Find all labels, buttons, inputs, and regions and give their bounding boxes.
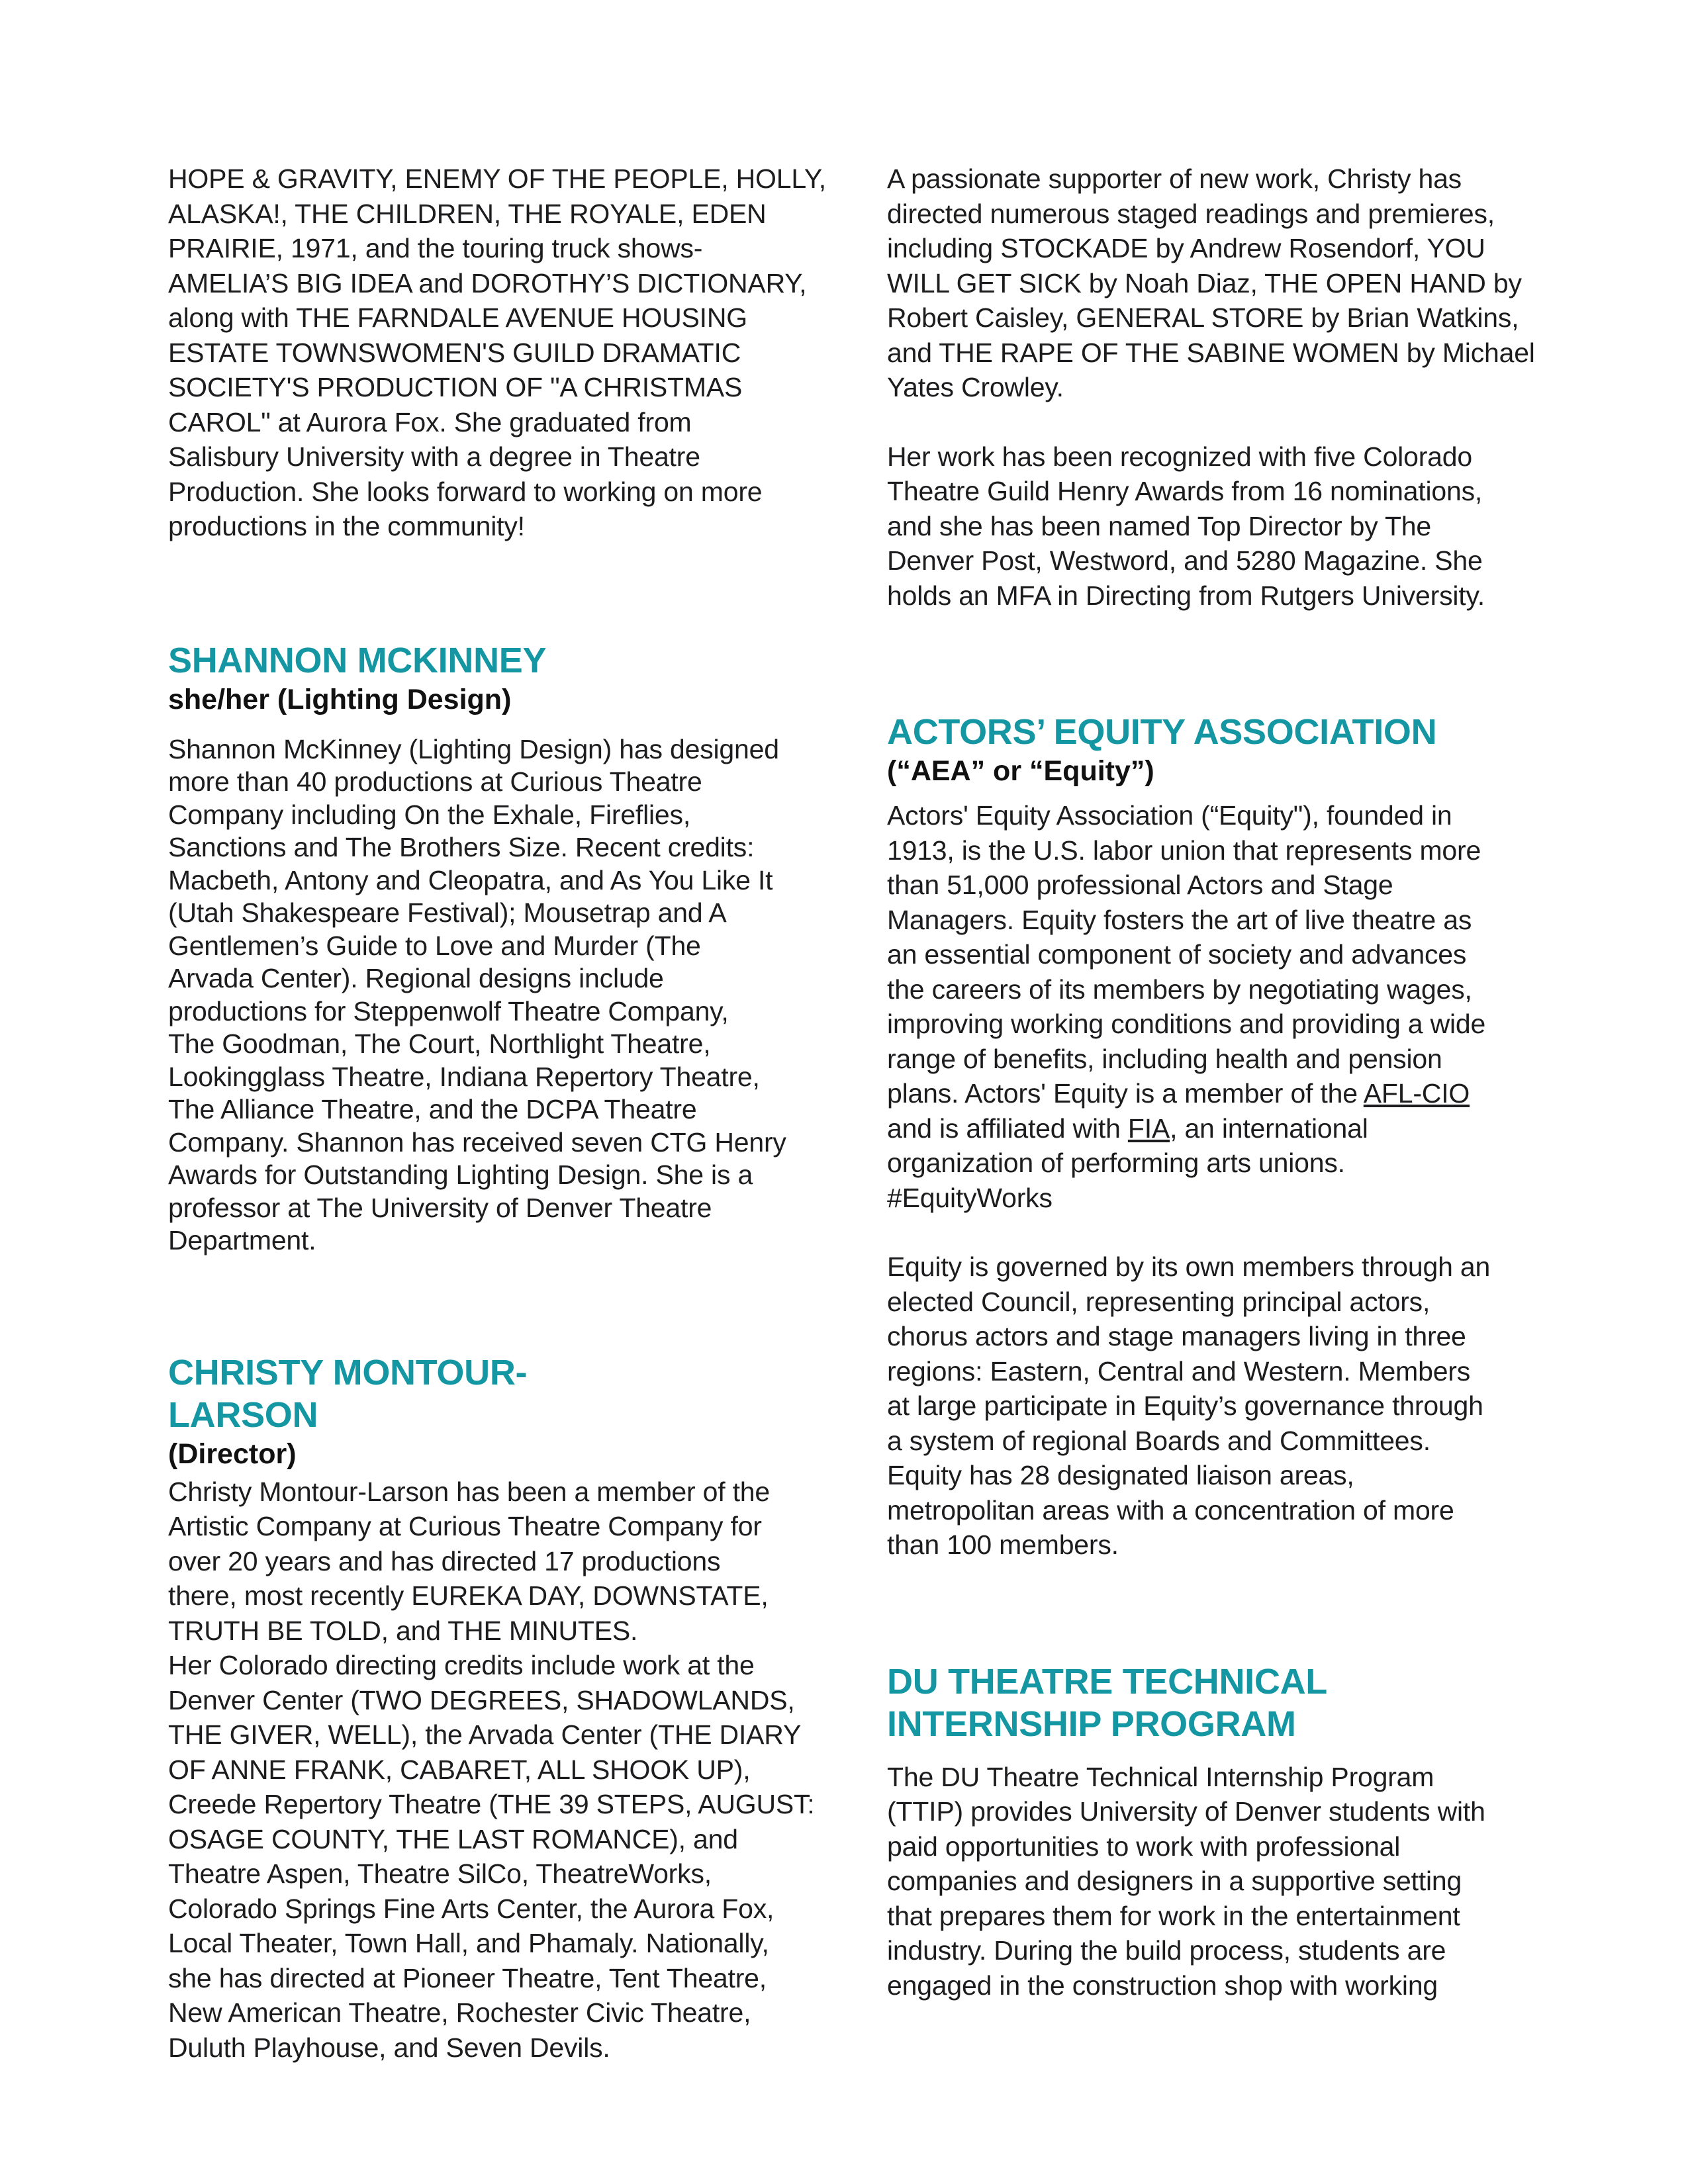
bio-name-christy-montour-larson: CHRISTY MONTOUR- LARSON — [168, 1352, 528, 1435]
bio-role-christy-montour-larson: (Director) — [168, 1437, 297, 1470]
christy-bio-continuation-2: Her work has been recognized with five Colorado Theatre Guild Henry Awards from 16 nominations, and she has been named Top Director by The Denver Post, Westword, and 5280 Magazine. She holds an MFA in Directing from Rutgers University. — [887, 441, 1485, 611]
aea-text-part-3: , an international organization of performing arts unions. #EquityWorks — [887, 1113, 1368, 1213]
aea-text-part-1: Actors' Equity Association (“Equity"), founded in 1913, is the U.S. labor union that represents more than 51,000 professional Actors and Stage Managers. Equity fosters the art of live theatre as an essential component of society and advances the careers of its members by negotiating wages, improving working conditions and providing a wide range of benefits, including health and pension plans. Actors' Equity is a member of the — [887, 800, 1486, 1109]
section-title-du-ttip: DU THEATRE TECHNICAL INTERNSHIP PROGRAM — [887, 1661, 1327, 1744]
bio-text-shannon-mckinney: Shannon McKinney (Lighting Design) has designed more than 40 productions at Curious Theatre Company including On the Exhale, Fireflies, Sanctions and The Brothers Size. Recent credits: Macbeth, Antony and Cleopatra, and As You Like It (Utah Shakespeare Festival); Mousetrap and A Gentlemen’s Guide to Love and Murder (The Arvada Center). Regional designs include productions for Steppenwolf Theatre Company, The Goodman, The Court, Northlight Theatre, Lookingglass Theatre, Indiana Repertory Theatre, The Alliance Theatre, and the DCPA Theatre Company. Shannon has received seven CTG Henry Awards for Outstanding Lighting Design. She is a professor at The University of Denver Theatre Department. — [168, 733, 786, 1255]
bio-name-shannon-mckinney: SHANNON MCKINNEY — [168, 640, 547, 680]
afl-cio-link[interactable]: AFL-CIO — [1363, 1078, 1470, 1109]
christy-bio-continuation-1: A passionate supporter of new work, Christy has directed numerous staged readings and premieres, including STOCKADE by Andrew Rosendorf, YOU WILL GET SICK by Noah Diaz, THE OPEN HAND by Robert Caisley, GENERAL STORE by Brian Watkins, and THE RAPE OF THE SABINE WOMEN by Michael Yates Crowley. — [887, 163, 1535, 402]
left-column — [168, 161, 830, 2065]
bio-text-christy-montour-larson: Christy Montour-Larson has been a member of the Artistic Company at Curious Theatre Company for over 20 years and has directed 17 productions there, most recently EUREKA DAY, DOWNSTATE, TRUTH BE TOLD, and THE MINUTES. Her Colorado directing credits include work at the Denver Center (TWO DEGREES, SHADOWLANDS, THE GIVER, WELL), the Arvada Center (THE DIARY OF ANNE FRANK, CABARET, ALL SHOOK UP), Creede Repertory Theatre (THE 39 STEPS, AUGUST: OSAGE COUNTY, THE LAST ROMANCE), and Theatre Aspen, Theatre SilCo, TheatreWorks, Colorado Springs Fine Arts Center, the Aurora Fox, Local Theater, Town Hall, and Phamaly. Nationally, she has directed at Pioneer Theatre, Tent Theatre, New American Theatre, Rochester Civic Theatre, Duluth Playhouse, and Seven Devils. — [168, 1476, 815, 2063]
aea-text-part-2: and is affiliated with — [887, 1113, 1121, 1144]
fia-link[interactable]: FIA — [1127, 1113, 1170, 1144]
du-ttip-paragraph: The DU Theatre Technical Internship Program (TTIP) provides University of Denver students with paid opportunities to work with professional companies and designers in a supportive setting that prepares them for work in the entertainment industry. During the build process, students are engaged in the construction shop with working — [887, 1761, 1485, 2001]
bio-role-shannon-mckinney: she/her (Lighting Design) — [168, 683, 512, 715]
previous-bio-continuation: HOPE & GRAVITY, ENEMY OF THE PEOPLE, HOLLY, ALASKA!, THE CHILDREN, THE ROYALE, EDEN PRAIRIE, 1971, and the touring truck shows- AMELIA’S BIG IDEA and DOROTHY’S DICTIONARY, along with THE FARNDALE AVENUE HOUSING ESTATE TOWNSWOMEN'S GUILD DRAMATIC SOCIETY'S PRODUCTION OF "A CHRISTMAS CAROL" at Aurora Fox. She graduated from Salisbury University with a degree in Theatre Production. She looks forward to working on more productions in the community! — [168, 163, 826, 541]
actors-equity-paragraph-2: Equity is governed by its own members through an elected Council, representing principal actors, chorus actors and stage managers living in three regions: Eastern, Central and Western. Members at large participate in Equity’s governance through a system of regional Boards and Committees. Equity has 28 designated liaison areas, metropolitan areas with a concentration of more than 100 members. — [887, 1251, 1491, 1560]
right-column — [887, 161, 1549, 2003]
actors-equity-paragraph-1 — [887, 798, 1549, 1215]
section-title-actors-equity: ACTORS’ EQUITY ASSOCIATION — [887, 712, 1437, 752]
section-subtitle-actors-equity: (“AEA” or “Equity”) — [887, 755, 1154, 787]
